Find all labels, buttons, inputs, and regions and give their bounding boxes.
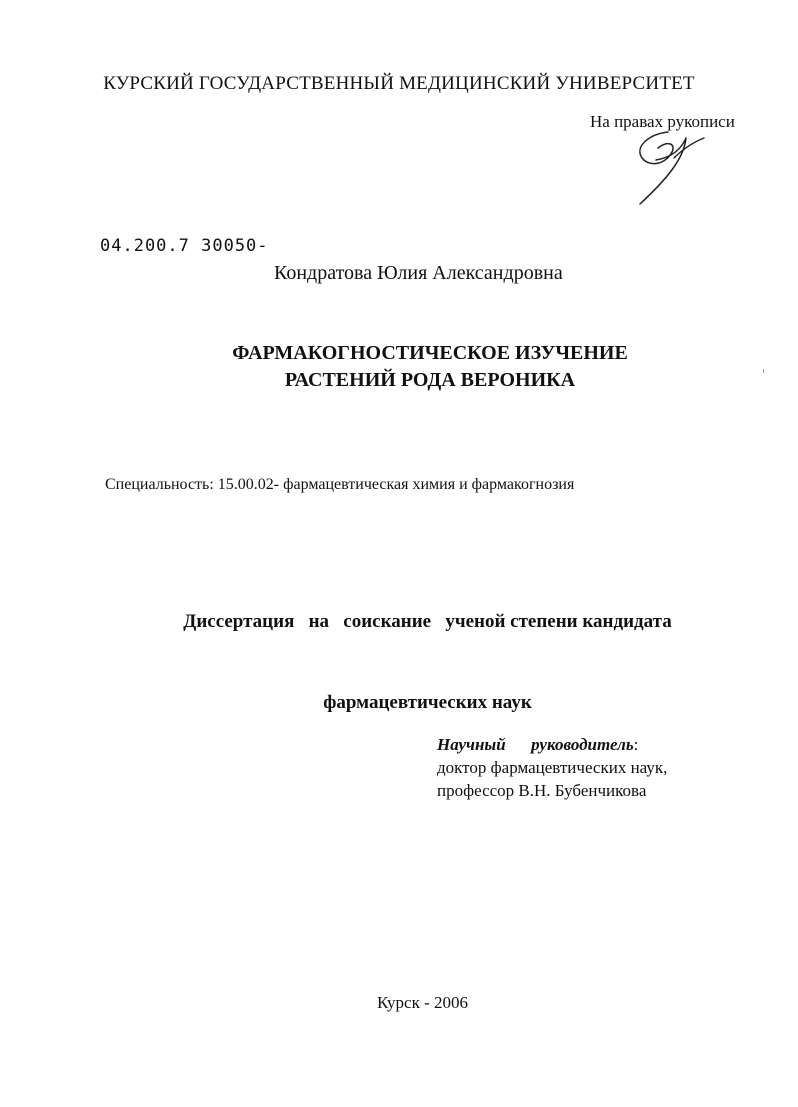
dissertation-title (0, 340, 798, 394)
supervisor-heading-colon: : (633, 735, 639, 754)
title-line-2: РАСТЕНИЙ РОДА ВЕРОНИКА (284, 369, 576, 391)
scan-speck (763, 369, 764, 373)
supervisor-heading: Научный руководитель (437, 735, 634, 754)
title-line-1: ФАРМАКОГНОСТИЧЕСКОЕ ИЗУЧЕНИЕ (232, 342, 628, 364)
supervisor-position: профессор В.Н. Бубенчикова (437, 781, 647, 800)
signature-stroke-slash (640, 138, 686, 204)
signature-stroke-loop (640, 132, 673, 164)
handwritten-signature (628, 118, 718, 210)
university-name: КУРСКИЙ ГОСУДАРСТВЕННЫЙ МЕДИЦИНСКИЙ УНИВЕРСИТЕТ (103, 73, 695, 94)
archive-registration-number: 04.200.7 30050- (100, 236, 269, 256)
specialty-line: Специальность: 15.00.02- фармацевтическая химия и фармакогнозия (105, 476, 575, 493)
degree-statement-line-1: Диссертация на соискание ученой степени кандидата (183, 611, 672, 632)
signature-stroke-tail (674, 138, 704, 158)
supervisor-degree: доктор фармацевтических наук, (437, 758, 668, 777)
city-year: Курск - 2006 (376, 993, 469, 1012)
degree-statement-line-2: фармацевтических наук (323, 692, 532, 713)
manuscript-rights-note: На правах рукописи (590, 112, 735, 131)
supervisor-block (437, 733, 667, 802)
author-name: Кондратова Юлия Александровна (274, 262, 563, 284)
degree-statement (0, 554, 798, 743)
supervisor-heading-row (437, 733, 667, 756)
